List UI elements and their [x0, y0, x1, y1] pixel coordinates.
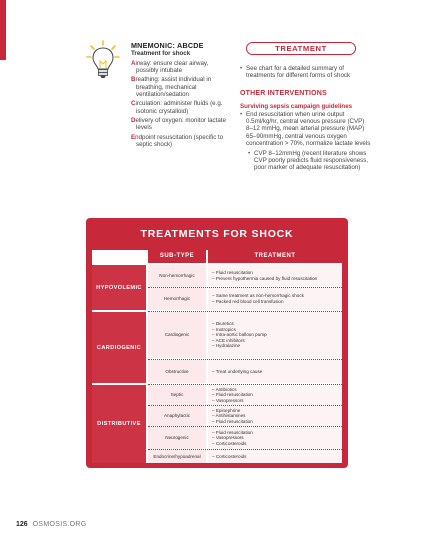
page-footer	[16, 521, 87, 528]
subtype-cell: Cardiogenic	[148, 312, 206, 358]
ssc-heading: Surviving sepsis campaign guidelines	[240, 103, 353, 111]
row-divider	[148, 311, 342, 312]
treatment-item: – Corticosteroids	[212, 440, 247, 446]
treatment-cell	[208, 406, 342, 426]
row-divider	[148, 426, 342, 427]
lightbulb-icon	[86, 40, 120, 84]
treatment-item: – Antihistamines	[212, 413, 246, 419]
mnemonic-subtitle: Treatment for shock	[131, 50, 191, 58]
treatment-item: – Fluid resuscitation	[212, 392, 253, 398]
subtype-cell: Non-hemorrhagic	[148, 265, 206, 287]
treatment-cell	[208, 312, 342, 358]
page-number: 126	[16, 521, 28, 528]
treatment-cell	[208, 360, 342, 383]
subtype-cell: Endocrine/hypoadrenal	[148, 450, 206, 463]
mnemonic-block	[131, 42, 231, 150]
treatment-cell	[208, 288, 342, 310]
column-header-subtype: SUB-TYPE	[148, 250, 206, 263]
mnemonic-item: Delivery of oxygen: monitor lactate levels	[131, 117, 226, 132]
group-cardiogenic: CARDIOGENIC	[92, 312, 146, 383]
treatment-item: – Hydralazine	[212, 343, 241, 349]
row-divider	[148, 384, 342, 385]
treatments-table-card	[86, 218, 348, 468]
mnemonic-item: Circulation: administer fluids (e.g. isotonic crystalloid)	[131, 100, 223, 115]
treatment-cell	[208, 265, 342, 287]
row-divider	[148, 359, 342, 360]
mnemonic-title: MNEMONIC: ABCDE	[131, 41, 204, 50]
group-hypovolemic: HYPOVOLEMIC	[92, 265, 146, 310]
column-header-treatment: TREATMENT	[208, 250, 342, 263]
subtype-cell: Neurogenic	[148, 427, 206, 449]
mnemonic-item: Endpoint resuscitation (specific to septic shock)	[131, 133, 224, 149]
page-edge-bar	[0, 0, 6, 60]
treatment-item: – Corticosteroids	[212, 453, 247, 459]
treatment-cell	[208, 450, 342, 463]
mnemonic-item: Airway: ensure clear airway, possibly intubate	[131, 59, 209, 75]
treatment-item: – Vasopressors	[212, 435, 244, 441]
treatment-item: – Fluid resuscitation	[212, 270, 253, 276]
row-divider	[148, 449, 342, 450]
subtype-cell: Anaphylactic	[148, 406, 206, 426]
row-divider	[148, 287, 342, 288]
row-divider	[148, 405, 342, 406]
treatments-table	[92, 250, 342, 463]
other-interventions-heading: OTHER INTERVENTIONS	[240, 89, 327, 97]
ssc-sub-bullet: • CVP 8–12mmHg (recent literature shows CVP poorly predicts fluid responsiveness, poor marker of adequate resuscitation)	[248, 150, 372, 172]
treatment-item: – Treat underlying cause	[212, 368, 263, 374]
subtype-cell: Hemorrhagic	[148, 288, 206, 310]
ssc-bullet: • End resuscitation when urine output 0.5ml/kg/hr, central venous pressure (CVP) 8–12 mmHg, mean arterial pressure (MAP) 65–90mmHg, central venous oxygen concentration > 70%, normalize lactate levels	[240, 111, 372, 148]
table-title: TREATMENTS FOR SHOCK	[140, 228, 294, 240]
subtype-cell: Obstructive	[148, 360, 206, 383]
treatment-item: – Epinephrine	[212, 407, 241, 413]
treatment-item: – ACE inhibitors	[212, 337, 245, 343]
treatment-cell	[208, 385, 342, 405]
treatment-badge: TREATMENT	[246, 42, 356, 55]
treatment-item: – Intra-aortic balloon pump	[212, 332, 267, 338]
treatment-item: – Diuretics	[212, 321, 234, 327]
treatment-item: – Antibiotics	[212, 386, 237, 392]
treatment-item: – Same treatment as non-hemorrhagic shock	[212, 293, 304, 299]
subtype-cell: Septic	[148, 385, 206, 405]
table-header	[92, 250, 342, 263]
mnemonic-item: Breathing: assist individual in breathing, mechanical ventilation/sedation	[131, 76, 212, 99]
treatment-item: – Prevent hypothermia caused by fluid resuscitation	[212, 276, 318, 281]
treatment-item: – Fluid resuscitation	[212, 429, 253, 435]
treatment-panel	[240, 42, 372, 172]
site-name: OSMOSIS.ORG	[32, 521, 87, 528]
treatment-cell	[208, 427, 342, 449]
treatment-item: – Inotropics	[212, 326, 236, 332]
group-distributive: DISTRIBUTIVE	[92, 385, 146, 463]
treatment-item: – Packed red blood cell transfusion	[212, 299, 284, 304]
treatment-item: – Fluid resuscitation	[212, 418, 253, 424]
treatment-item: – Vasopressors	[212, 397, 244, 403]
see-chart-note: • See chart for a detailed summary of treatments for different forms of shock	[240, 65, 372, 80]
